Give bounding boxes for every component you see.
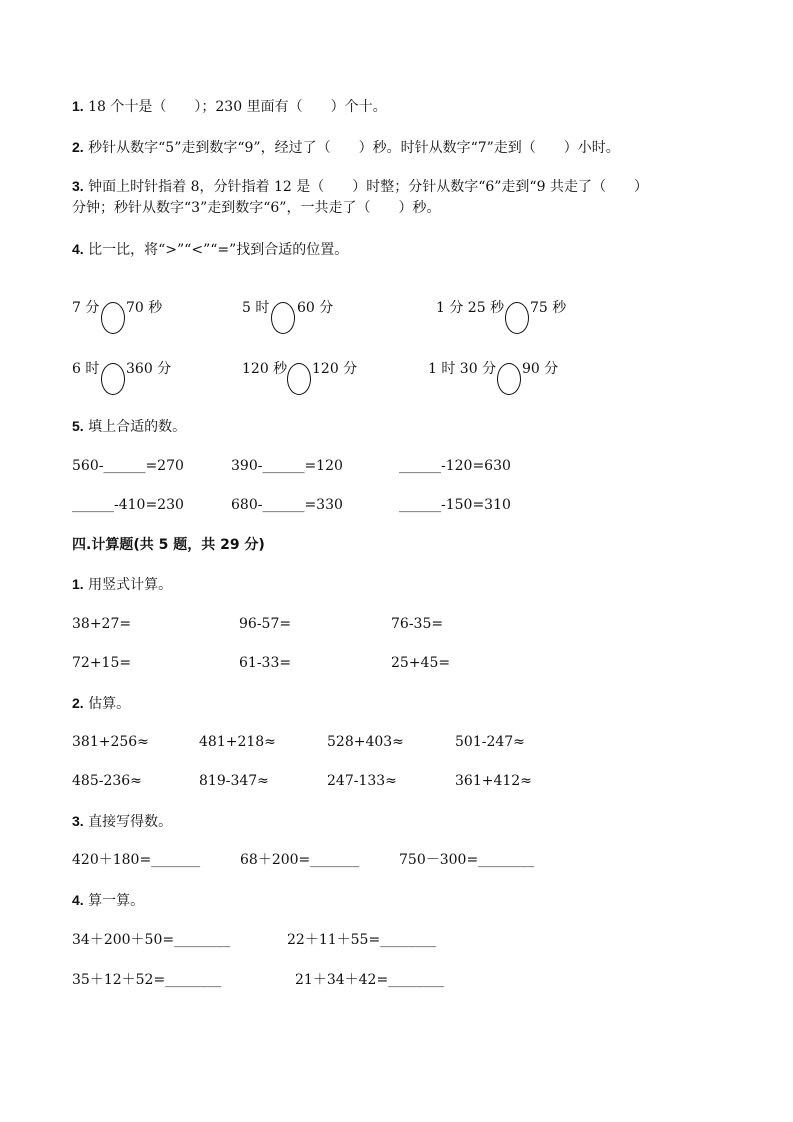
estimate-item: 528+403≈ [327, 734, 404, 750]
question-number: 1. [72, 576, 84, 592]
compare-answer-oval[interactable] [271, 302, 295, 334]
estimate-item: 361+412≈ [455, 773, 532, 789]
compare-right: 90 分 [522, 361, 559, 377]
question-text: 直接写得数。 [88, 814, 173, 830]
question-number: 3. [72, 178, 84, 194]
question-number: 2. [72, 695, 84, 711]
estimate-item: 819-347≈ [199, 773, 269, 789]
compute-item[interactable]: 35＋12＋52=________ [72, 972, 222, 988]
compare-right: 60 分 [297, 300, 334, 316]
compare-left: 5 时 [242, 300, 270, 316]
compare-right: 75 秒 [530, 300, 567, 316]
question-4 [72, 239, 348, 260]
calc-question-1 [72, 574, 172, 595]
fill-blank-item[interactable]: 390-______=120 [231, 458, 343, 474]
calc-question-4 [72, 890, 144, 911]
compare-answer-oval[interactable] [505, 302, 529, 334]
question-text: 用竖式计算。 [88, 577, 173, 593]
direct-calc-item[interactable]: 68＋200=_______ [240, 852, 360, 868]
compute-item[interactable]: 21＋34＋42=________ [295, 972, 445, 988]
section-title: 四.计算题(共 5 题，共 29 分) [72, 537, 265, 553]
compare-answer-oval[interactable] [497, 363, 521, 395]
question-number: 5. [72, 418, 84, 434]
fill-blank-item[interactable]: ______-120=630 [399, 458, 511, 474]
question-text: 估算。 [88, 696, 131, 712]
question-number: 1. [72, 98, 84, 114]
compare-right: 360 分 [126, 361, 172, 377]
question-1 [72, 96, 387, 117]
estimate-item: 481+218≈ [199, 734, 276, 750]
fill-blank-item[interactable]: 680-______=330 [231, 497, 343, 513]
question-number: 2. [72, 139, 84, 155]
compare-right: 70 秒 [126, 300, 163, 316]
compute-item[interactable]: 34＋200＋50=________ [72, 932, 231, 948]
fill-blank-item[interactable]: ______-410=230 [72, 497, 184, 513]
question-text: 比一比，将“>”“<”“=”找到合适的位置。 [88, 242, 349, 258]
question-number: 3. [72, 813, 84, 829]
direct-calc-item[interactable]: 420＋180=_______ [72, 852, 201, 868]
compare-answer-oval[interactable] [101, 363, 125, 395]
estimate-item: 501-247≈ [455, 734, 525, 750]
estimate-item: 485-236≈ [72, 773, 142, 789]
question-2 [72, 137, 620, 158]
compare-answer-oval[interactable] [287, 363, 311, 395]
direct-calc-item[interactable]: 750－300=________ [399, 852, 535, 868]
calc-item: 38+27= [72, 616, 132, 632]
question-text: 18 个十是（ ）；230 里面有（ ）个十。 [88, 99, 387, 115]
estimate-item: 247-133≈ [327, 773, 397, 789]
question-5 [72, 416, 186, 437]
question-text: 算一算。 [88, 893, 145, 909]
fill-blank-item[interactable]: ______-150=310 [399, 497, 511, 513]
compare-left: 7 分 [72, 300, 100, 316]
question-text: 秒针从数字“5”走到数字“9”，经过了（ ）秒。时针从数字“7”走到（ ）小时。 [88, 140, 620, 156]
question-text-line-1: 钟面上时针指着 8，分针指着 12 是（ ）时整；分针从数字“6”走到“9 共走了（ ） [88, 179, 648, 195]
calc-item: 96-57= [239, 616, 292, 632]
compare-answer-oval[interactable] [101, 302, 125, 334]
compare-left: 1 分 25 秒 [436, 300, 505, 316]
estimate-item: 381+256≈ [72, 734, 149, 750]
calc-question-2 [72, 693, 130, 714]
question-3-line-2: 分钟；秒针从数字“3”走到数字“6”，一共走了（ ）秒。 [72, 200, 441, 216]
calc-item: 76-35= [391, 616, 444, 632]
question-text: 填上合适的数。 [88, 419, 187, 435]
calc-item: 61-33= [239, 655, 292, 671]
calc-item: 25+45= [391, 655, 451, 671]
fill-blank-item[interactable]: 560-______=270 [72, 458, 184, 474]
compare-left: 6 时 [72, 361, 100, 377]
calc-item: 72+15= [72, 655, 132, 671]
question-number: 4. [72, 892, 84, 908]
compare-right: 120 分 [312, 361, 358, 377]
compare-left: 120 秒 [242, 361, 288, 377]
question-3 [72, 176, 648, 197]
compute-item[interactable]: 22＋11＋55=________ [287, 932, 437, 948]
question-number: 4. [72, 241, 84, 257]
compare-left: 1 时 30 分 [428, 361, 497, 377]
calc-question-3 [72, 811, 172, 832]
